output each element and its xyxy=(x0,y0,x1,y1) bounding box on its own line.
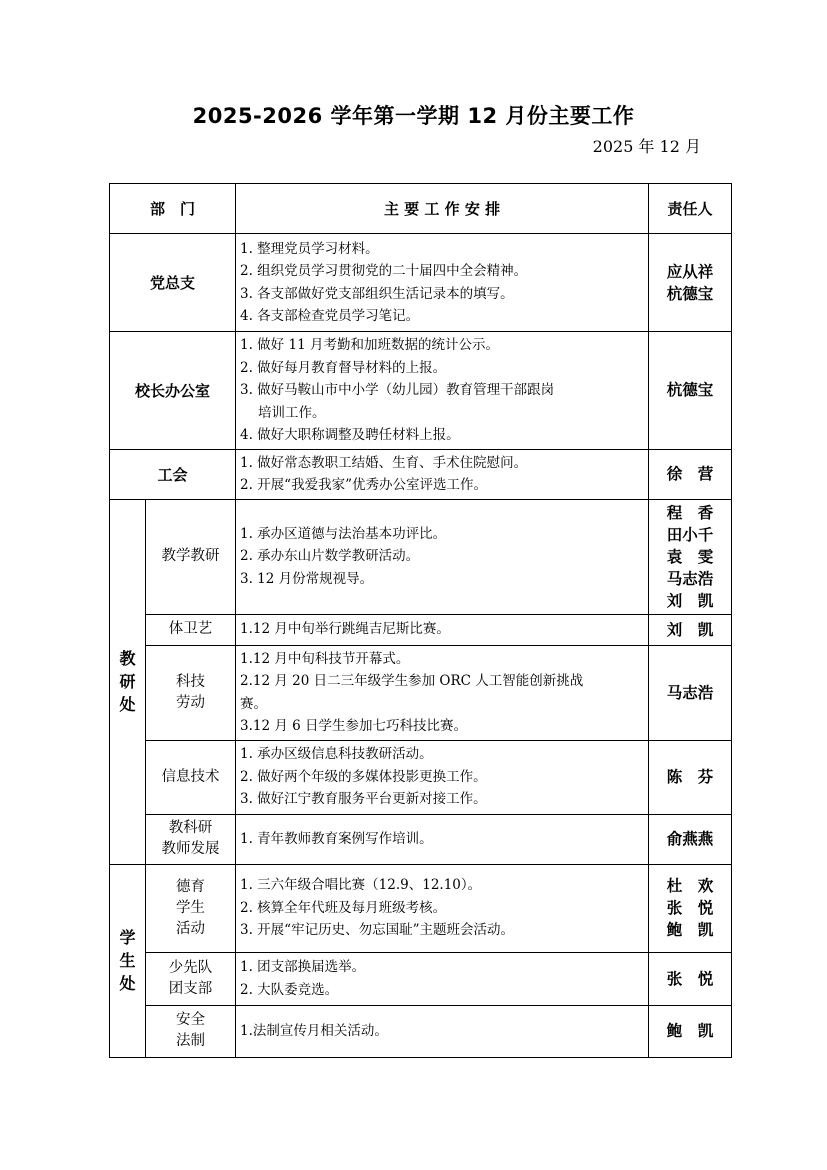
task-list xyxy=(236,952,649,1005)
table-row xyxy=(110,234,732,332)
sub-dept-line: 法制 xyxy=(176,1033,205,1049)
task-list xyxy=(236,645,649,740)
task-item: 1.12 月中旬举行跳绳吉尼斯比赛。 xyxy=(240,621,450,638)
sub-dept-cell xyxy=(146,952,236,1005)
header-tasks: 主 要 工 作 安 排 xyxy=(236,184,649,234)
task-item: 1. 整理党员学习材料。 xyxy=(240,240,379,257)
task-item: 1. 青年教师教育案例写作培训。 xyxy=(240,830,433,847)
task-item: 1. 承办区道德与法治基本功评比。 xyxy=(240,525,447,542)
table-row xyxy=(110,332,732,450)
sub-dept-line: 教学教研 xyxy=(161,548,220,564)
sub-dept-line: 学生 xyxy=(176,899,205,916)
sub-dept-cell xyxy=(146,499,236,614)
task-list xyxy=(236,864,649,952)
table-row xyxy=(110,952,732,1005)
sub-dept-line: 体卫艺 xyxy=(168,621,213,637)
owner-cell xyxy=(649,332,732,450)
task-item: 3. 12 月份常规视导。 xyxy=(240,570,374,587)
task-item: 1. 三六年级合唱比赛（12.9、12.10）。 xyxy=(240,877,482,894)
sub-dept-cell xyxy=(146,814,236,864)
task-list xyxy=(236,740,649,814)
group-char: 处 xyxy=(119,695,136,714)
task-item: 3. 各支部做好党支部组织生活记录本的填写。 xyxy=(240,285,514,302)
task-item: 3. 做好马鞍山市中小学（幼儿园）教育管理干部跟岗 xyxy=(240,382,555,398)
owner-name: 杭德宝 xyxy=(666,284,714,303)
owner-name: 程 香 xyxy=(666,503,714,522)
table-row xyxy=(110,499,732,614)
owner-name: 杜 欢 xyxy=(666,877,714,895)
task-item: 赛。 xyxy=(240,695,268,712)
task-list xyxy=(236,499,649,614)
owner-cell xyxy=(649,1005,732,1057)
task-item: 1. 团支部换届选举。 xyxy=(240,959,366,975)
owner-cell xyxy=(649,645,732,740)
task-item: 1. 做好 11 月考勤和加班数据的统计公示。 xyxy=(240,337,499,353)
owner-name: 马志浩 xyxy=(666,569,714,588)
header-dept: 部 门 xyxy=(110,184,236,234)
table-row xyxy=(110,1005,732,1057)
dept-cell: 党总支 xyxy=(110,234,236,332)
task-item: 2.12 月 20 日二三年级学生参加 ORC 人工智能创新挑战 xyxy=(240,673,584,689)
group-char: 教 xyxy=(119,649,136,668)
task-item: 3.12 月 6 日学生参加七巧科技比赛。 xyxy=(240,718,468,734)
jiaoyan-group-cell xyxy=(110,499,146,864)
task-item: 4. 做好大职称调整及聘任材料上报。 xyxy=(240,427,460,443)
owner-cell xyxy=(649,449,732,499)
owner-name: 袁 雯 xyxy=(666,547,714,566)
owner-cell xyxy=(649,614,732,645)
sub-dept-line: 德育 xyxy=(176,878,205,895)
sub-dept-cell xyxy=(146,1005,236,1057)
table-row xyxy=(110,614,732,645)
sub-dept-cell xyxy=(146,864,236,952)
owner-name: 马志浩 xyxy=(666,683,714,702)
owner-name: 鲍 凯 xyxy=(666,1022,714,1040)
owner-name: 应从祥 xyxy=(666,262,714,281)
document-date: 2025 年 12 月 xyxy=(592,137,701,156)
owner-cell xyxy=(649,864,732,952)
task-item: 1. 做好常态教职工结婚、生育、手术住院慰问。 xyxy=(240,454,528,471)
xuesheng-group-cell xyxy=(110,864,146,1057)
sub-dept-cell xyxy=(146,740,236,814)
group-char: 处 xyxy=(119,974,136,993)
group-char: 生 xyxy=(119,951,136,970)
owner-name: 鲍 凯 xyxy=(666,921,714,939)
task-item: 2. 做好每月教育督导材料的上报。 xyxy=(240,359,447,376)
owner-name: 俞燕燕 xyxy=(666,830,714,848)
owner-name: 徐 营 xyxy=(666,465,714,483)
sub-dept-line: 少先队 xyxy=(168,959,213,976)
sub-dept-line: 团支部 xyxy=(168,980,213,997)
work-plan-table xyxy=(109,183,732,1058)
owner-cell xyxy=(649,740,732,814)
task-item: 1.12 月中旬科技节开幕式。 xyxy=(240,650,410,667)
dept-cell: 工会 xyxy=(110,449,236,499)
owner-name: 张 悦 xyxy=(666,899,714,917)
owner-cell xyxy=(649,952,732,1005)
table-row xyxy=(110,449,732,499)
task-item: 培训工作。 xyxy=(258,404,326,421)
task-list xyxy=(236,332,649,450)
task-item: 4. 各支部检查党员学习笔记。 xyxy=(240,308,420,324)
sub-dept-line: 教师发展 xyxy=(161,841,220,857)
sub-dept-cell xyxy=(146,645,236,740)
task-list xyxy=(236,449,649,499)
owner-name: 张 悦 xyxy=(666,969,714,988)
task-item: 2. 组织党员学习贯彻党的二十届四中全会精神。 xyxy=(240,263,528,279)
task-item: 2. 大队委竞选。 xyxy=(240,981,339,998)
sub-dept-line: 劳动 xyxy=(176,694,205,711)
group-char: 研 xyxy=(119,672,136,691)
header-owner: 责任人 xyxy=(649,184,732,234)
task-list xyxy=(236,814,649,864)
group-char: 学 xyxy=(119,928,136,947)
owner-name: 刘 凯 xyxy=(666,620,714,639)
owner-name: 田小千 xyxy=(666,525,714,544)
task-item: 3. 开展“牢记历史、勿忘国耻”主题班会活动。 xyxy=(240,922,514,939)
owner-name: 杭德宝 xyxy=(666,381,714,400)
owner-name: 陈 芬 xyxy=(666,768,714,786)
dept-cell: 校长办公室 xyxy=(110,332,236,450)
sub-dept-line: 教科研 xyxy=(168,820,213,836)
task-item: 2. 开展“我爱我家”优秀办公室评选工作。 xyxy=(240,477,487,493)
task-list xyxy=(236,234,649,332)
owner-cell xyxy=(649,814,732,864)
table-row xyxy=(110,740,732,814)
task-item: 1. 承办区级信息科技教研活动。 xyxy=(240,746,433,763)
task-item: 1.法制宣传月相关活动。 xyxy=(240,1022,388,1039)
owner-name: 刘 凯 xyxy=(666,591,714,610)
sub-dept-line: 活动 xyxy=(176,920,205,937)
owner-cell xyxy=(649,234,732,332)
table-row xyxy=(110,645,732,740)
document-title: 2025-2026 学年第一学期 12 月份主要工作 xyxy=(192,104,635,128)
task-item: 3. 做好江宁教育服务平台更新对接工作。 xyxy=(240,791,487,808)
task-item: 2. 核算全年代班及每月班级考核。 xyxy=(240,899,447,916)
sub-dept-line: 安全 xyxy=(176,1012,205,1028)
task-list xyxy=(236,614,649,645)
task-item: 2. 承办东山片数学教研活动。 xyxy=(240,548,420,565)
owner-cell xyxy=(649,499,732,614)
sub-dept-line: 科技 xyxy=(176,673,205,690)
header-row xyxy=(110,184,732,234)
sub-dept-cell xyxy=(146,614,236,645)
table-row xyxy=(110,814,732,864)
table-row xyxy=(110,864,732,952)
task-item: 2. 做好两个年级的多媒体投影更换工作。 xyxy=(240,768,487,785)
task-list xyxy=(236,1005,649,1057)
sub-dept-line: 信息技术 xyxy=(161,768,220,785)
